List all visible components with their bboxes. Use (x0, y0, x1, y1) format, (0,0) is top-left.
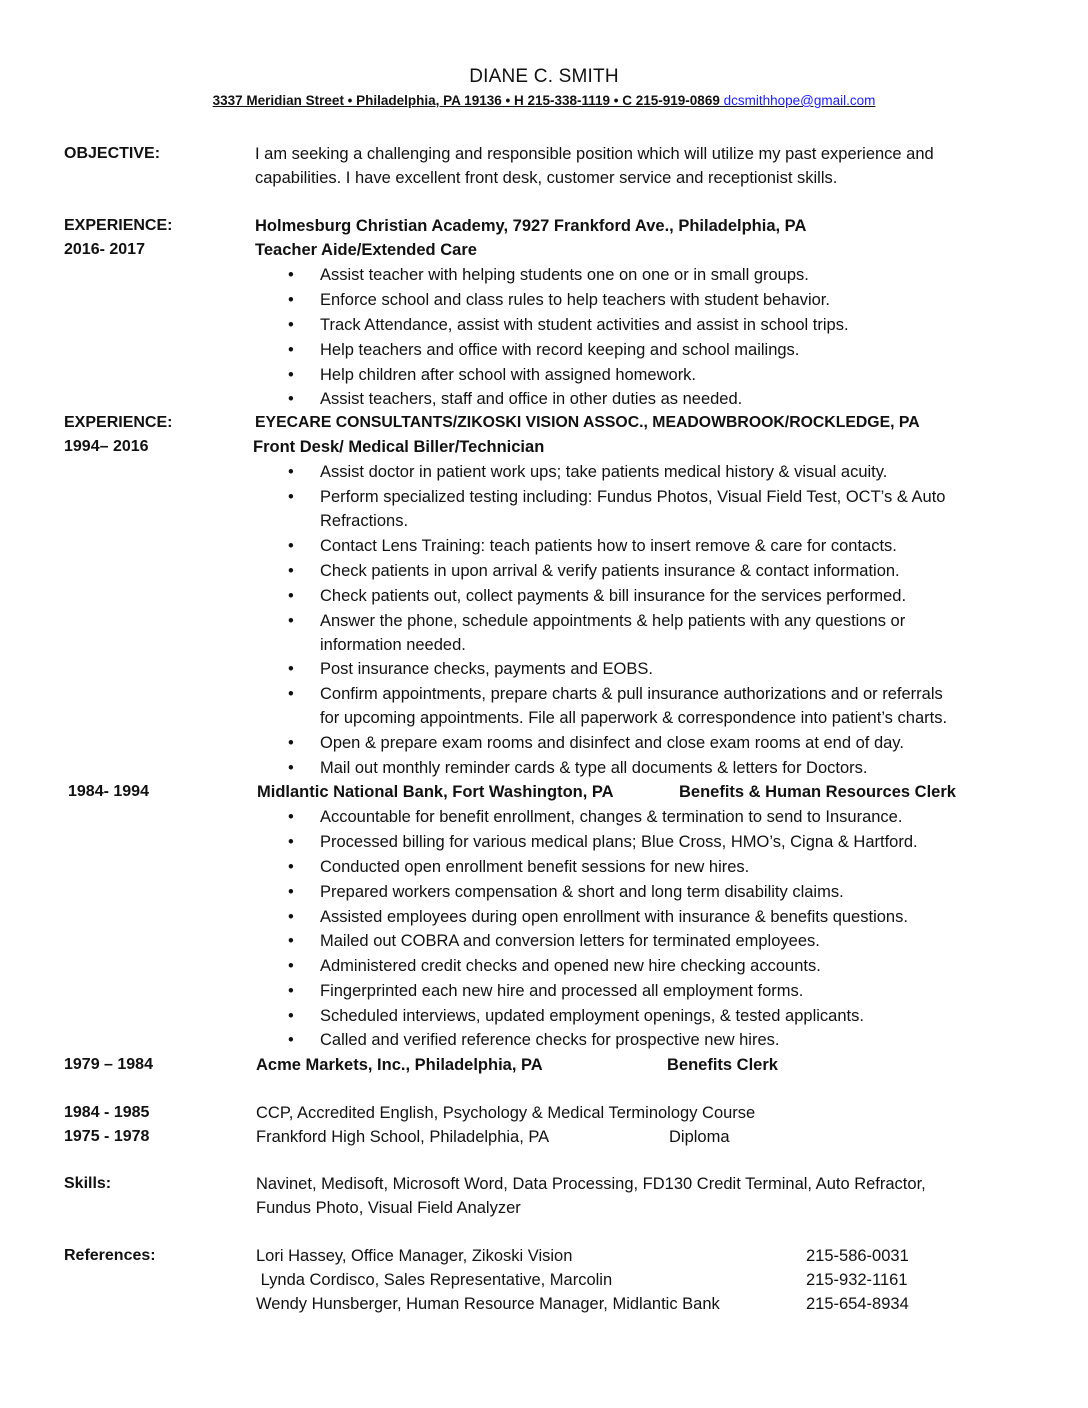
reference-name: Lori Hassey, Office Manager, Zikoski Vision (256, 1247, 573, 1265)
job-dates: 1984- 1994 (68, 783, 149, 800)
skills-line-2: Fundus Photo, Visual Field Analyzer (256, 1199, 521, 1217)
education-dates: 1975 - 1978 (64, 1128, 150, 1145)
objective-label: OBJECTIVE: (64, 145, 161, 162)
education-school: Frankford High School, Philadelphia, PA (256, 1128, 550, 1146)
list-item: Mail out monthly reminder cards & type all documents & letters for Doctors. (320, 759, 868, 777)
bullet-icon: • (288, 660, 294, 678)
list-item: Processed billing for various medical plans; Blue Cross, HMO’s, Cigna & Hartford. (320, 833, 918, 851)
list-item: Mailed out COBRA and conversion letters for terminated employees. (320, 932, 820, 950)
education-school: CCP, Accredited English, Psychology & Medical Terminology Course (256, 1104, 756, 1122)
list-item: Administered credit checks and opened new hire checking accounts. (320, 957, 821, 975)
email-link[interactable]: dcsmithhope@gmail.com (723, 93, 876, 108)
contact-details: 3337 Meridian Street • Philadelphia, PA 19136 • H 215-338-1119 • C 215-919-0869 (212, 93, 724, 108)
list-item: Accountable for benefit enrollment, changes & termination to send to Insurance. (320, 808, 903, 826)
objective-line-1: I am seeking a challenging and responsible position which will utilize my past experience and (255, 145, 934, 163)
bullet-icon: • (288, 587, 294, 605)
list-item-continued: for upcoming appointments. File all paperwork & correspondence into patient’s charts. (320, 709, 948, 727)
job-dates: 1979 – 1984 (64, 1056, 153, 1073)
bullet-icon: • (288, 858, 294, 876)
bullet-icon: • (288, 759, 294, 777)
list-item: Fingerprinted each new hire and processed all employment forms. (320, 982, 804, 1000)
list-item: Answer the phone, schedule appointments & help patients with any questions or (320, 612, 906, 630)
employer-name: Holmesburg Christian Academy, 7927 Frankford Ave., Philadelphia, PA (255, 217, 807, 235)
list-item: Called and verified reference checks for prospective new hires. (320, 1031, 780, 1049)
reference-name: Wendy Hunsberger, Human Resource Manager, Midlantic Bank (256, 1295, 720, 1313)
job-title: Teacher Aide/Extended Care (255, 241, 477, 259)
bullet-icon: • (288, 883, 294, 901)
bullet-icon: • (288, 291, 294, 309)
reference-phone: 215-586-0031 (806, 1247, 909, 1265)
bullet-icon: • (288, 463, 294, 481)
reference-phone: 215-932-1161 (806, 1271, 908, 1289)
objective-line-2: capabilities. I have excellent front desk, customer service and receptionist skills. (255, 169, 838, 187)
list-item: Check patients in upon arrival & verify patients insurance & contact information. (320, 562, 900, 580)
reference-phone: 215-654-8934 (806, 1295, 909, 1313)
bullet-icon: • (288, 908, 294, 926)
list-item: Open & prepare exam rooms and disinfect and close exam rooms at end of day. (320, 734, 904, 752)
list-item-continued: Refractions. (320, 512, 409, 530)
job-dates: 2016- 2017 (64, 241, 145, 258)
education-dates: 1984 - 1985 (64, 1104, 150, 1121)
bullet-icon: • (288, 562, 294, 580)
list-item: Track Attendance, assist with student activities and assist in school trips. (320, 316, 849, 334)
list-item-continued: information needed. (320, 636, 466, 654)
employer-name: EYECARE CONSULTANTS/ZIKOSKI VISION ASSOC., MEADOWBROOK/ROCKLEDGE, PA (255, 414, 920, 431)
contact-line (0, 93, 1088, 108)
list-item: Assist teacher with helping students one on one or in small groups. (320, 266, 809, 284)
references-label: References: (64, 1247, 156, 1264)
list-item: Perform specialized testing including: Fundus Photos, Visual Field Test, OCT’s & Auto (320, 488, 946, 506)
list-item: Help teachers and office with record keeping and school mailings. (320, 341, 800, 359)
list-item: Enforce school and class rules to help teachers with student behavior. (320, 291, 830, 309)
bullet-icon: • (288, 488, 294, 506)
bullet-icon: • (288, 266, 294, 284)
list-item: Post insurance checks, payments and EOBS. (320, 660, 653, 678)
list-item: Assisted employees during open enrollment with insurance & benefits questions. (320, 908, 908, 926)
bullet-icon: • (288, 612, 294, 630)
bullet-icon: • (288, 982, 294, 1000)
experience-label: EXPERIENCE: (64, 414, 173, 431)
bullet-icon: • (288, 734, 294, 752)
bullet-icon: • (288, 390, 294, 408)
bullet-icon: • (288, 537, 294, 555)
bullet-icon: • (288, 685, 294, 703)
bullet-icon: • (288, 341, 294, 359)
skills-label: Skills: (64, 1175, 112, 1192)
bullet-icon: • (288, 366, 294, 384)
reference-name: Lynda Cordisco, Sales Representative, Marcolin (256, 1271, 613, 1289)
job-title: Benefits & Human Resources Clerk (679, 783, 956, 801)
list-item: Check patients out, collect payments & bill insurance for the services performed. (320, 587, 907, 605)
employer-name: Acme Markets, Inc., Philadelphia, PA (256, 1056, 543, 1074)
list-item: Conducted open enrollment benefit sessions for new hires. (320, 858, 750, 876)
skills-line-1: Navinet, Medisoft, Microsoft Word, Data Processing, FD130 Credit Terminal, Auto Refractor, (256, 1175, 926, 1193)
candidate-name: DIANE C. SMITH (469, 66, 619, 87)
job-dates: 1994– 2016 (64, 438, 149, 455)
list-item: Assist teachers, staff and office in other duties as needed. (320, 390, 743, 408)
bullet-icon: • (288, 1031, 294, 1049)
employer-name: Midlantic National Bank, Fort Washington, PA (257, 783, 614, 801)
bullet-icon: • (288, 932, 294, 950)
job-title: Benefits Clerk (667, 1056, 778, 1074)
list-item: Contact Lens Training: teach patients how to insert remove & care for contacts. (320, 537, 897, 555)
experience-label: EXPERIENCE: (64, 217, 173, 234)
list-item: Assist doctor in patient work ups; take patients medical history & visual acuity. (320, 463, 888, 481)
bullet-icon: • (288, 316, 294, 334)
list-item: Scheduled interviews, updated employment openings, & tested applicants. (320, 1007, 864, 1025)
bullet-icon: • (288, 1007, 294, 1025)
bullet-icon: • (288, 808, 294, 826)
bullet-icon: • (288, 957, 294, 975)
list-item: Help children after school with assigned homework. (320, 366, 697, 384)
list-item: Confirm appointments, prepare charts & pull insurance authorizations and or referrals (320, 685, 943, 703)
bullet-icon: • (288, 833, 294, 851)
job-title: Front Desk/ Medical Biller/Technician (253, 438, 545, 456)
list-item: Prepared workers compensation & short and long term disability claims. (320, 883, 844, 901)
education-credential: Diploma (669, 1128, 730, 1146)
